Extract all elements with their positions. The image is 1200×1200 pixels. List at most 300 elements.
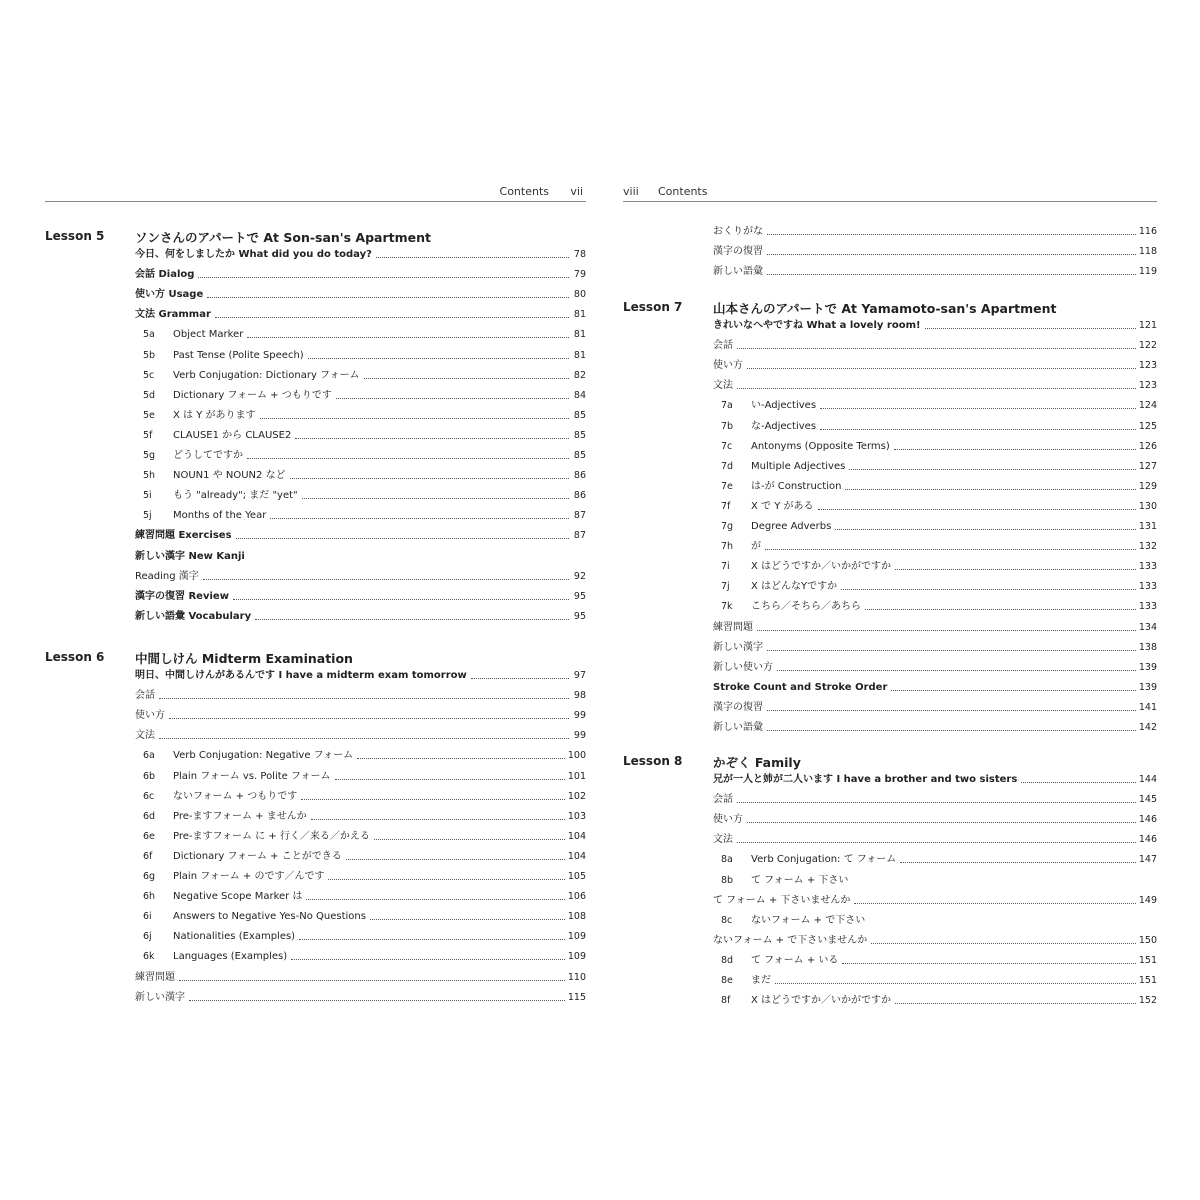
entry-title: Months of the Year <box>173 510 267 522</box>
leader-dots <box>767 234 1136 235</box>
entry-code: 6k <box>143 951 155 963</box>
entry-title: こちら／そちら／あちら <box>751 601 861 613</box>
toc-entry[interactable] <box>135 506 586 522</box>
entry-page-number: 142 <box>1138 722 1157 733</box>
entry-title: Pre-ますフォーム + ませんか <box>173 810 307 822</box>
entry-code: 6d <box>143 810 156 822</box>
entry-page-number: 133 <box>1138 561 1157 573</box>
entry-page-number: 86 <box>573 470 586 482</box>
entry-page-number: 139 <box>1138 661 1157 673</box>
entry-title: 文法 <box>135 730 155 742</box>
entry-page-number: 100 <box>567 750 586 762</box>
leader-dots <box>767 650 1136 651</box>
toc-entry[interactable] <box>135 265 586 281</box>
toc-entry[interactable] <box>713 262 1157 278</box>
toc-entry[interactable] <box>135 547 586 563</box>
toc-entry[interactable] <box>135 245 586 261</box>
toc-entry[interactable] <box>713 658 1157 674</box>
entry-title: Verb Conjugation: て フォーム <box>751 854 897 866</box>
entry-page-number: 118 <box>1138 246 1157 258</box>
entry-code: 5j <box>143 510 152 522</box>
entry-title: X で Y がある <box>751 500 814 512</box>
leader-dots <box>747 822 1136 823</box>
entry-page-number: 101 <box>567 770 586 782</box>
toc-entry[interactable] <box>135 968 586 984</box>
entry-code: 6f <box>143 850 153 862</box>
toc-entry[interactable] <box>135 767 586 783</box>
entry-code: 5a <box>143 329 155 341</box>
leader-dots <box>376 257 569 258</box>
entry-title: Nationalities (Examples) <box>173 931 296 943</box>
lesson-label: Lesson 7 <box>623 300 683 314</box>
lesson-label: Lesson 5 <box>45 229 105 243</box>
entry-code: 5e <box>143 409 155 421</box>
entry-title: 明日、中間しけんがあるんです I have a midterm exam tomorrow <box>135 670 467 681</box>
left-page <box>45 0 586 1200</box>
leader-dots <box>301 799 565 800</box>
entry-title: て フォーム + いる <box>751 954 839 966</box>
entry-page-number: 133 <box>1138 601 1157 613</box>
entry-page-number: 87 <box>573 530 586 542</box>
lesson-title: 中間しけん Midterm Examination <box>135 651 353 666</box>
entry-title: 新しい語彙 <box>713 722 763 733</box>
toc-entry[interactable] <box>135 526 586 542</box>
entry-title: Past Tense (Polite Speech) <box>173 349 304 361</box>
toc-entry[interactable] <box>713 790 1157 806</box>
toc-entry[interactable] <box>135 907 586 923</box>
entry-title: Plain フォーム + のです／んです <box>173 871 325 882</box>
leader-dots <box>1021 782 1136 783</box>
entry-title: もう "already"; まだ "yet" <box>173 490 298 502</box>
leader-dots <box>737 842 1136 843</box>
entry-title: 練習問題 Exercises <box>135 530 232 542</box>
leader-dots <box>895 1003 1136 1004</box>
entry-title: て フォーム + 下さい <box>751 874 849 886</box>
page-header <box>45 183 586 202</box>
entry-title: NOUN1 や NOUN2 など <box>173 470 286 482</box>
entry-title: 漢字の復習 <box>713 701 763 713</box>
leader-dots <box>737 388 1136 389</box>
entry-code: 5g <box>143 450 156 461</box>
leader-dots <box>364 378 569 379</box>
entry-title: まだ <box>751 975 771 986</box>
leader-dots <box>236 538 569 539</box>
leader-dots <box>207 297 569 298</box>
leader-dots <box>849 469 1136 470</box>
toc-entry[interactable] <box>713 336 1157 352</box>
entry-code: 6b <box>143 770 156 782</box>
leader-dots <box>260 418 570 419</box>
leader-dots <box>346 859 565 860</box>
toc-entry[interactable] <box>135 867 586 883</box>
lesson-title: 山本さんのアパートで At Yamamoto-san's Apartment <box>713 301 1057 316</box>
entry-page-number: 78 <box>573 249 586 260</box>
leader-dots <box>336 398 569 399</box>
toc-entry[interactable] <box>135 807 586 823</box>
entry-page-number: 147 <box>1138 854 1157 866</box>
entry-title: CLAUSE1 から CLAUSE2 <box>173 429 292 441</box>
leader-dots <box>169 718 569 719</box>
entry-title: 使い方 <box>135 710 165 722</box>
toc-entry[interactable] <box>713 437 1157 453</box>
entry-page-number: 145 <box>1138 794 1157 806</box>
entry-title: 漢字の復習 Review <box>135 590 229 602</box>
leader-dots <box>290 478 569 479</box>
leader-dots <box>835 529 1136 530</box>
leader-dots <box>767 274 1136 275</box>
leader-dots <box>179 980 565 981</box>
entry-title: 会話 <box>713 794 733 806</box>
entry-page-number: 97 <box>573 670 586 681</box>
lesson-title: ソンさんのアパートで At Son-san's Apartment <box>135 230 431 245</box>
entry-title: 使い方 <box>713 814 743 826</box>
leader-dots <box>159 738 569 739</box>
toc-entry[interactable] <box>135 827 586 843</box>
toc-entry[interactable] <box>135 486 586 502</box>
toc-entry[interactable] <box>713 222 1157 238</box>
toc-entry[interactable] <box>135 787 586 803</box>
leader-dots <box>845 489 1135 490</box>
entry-code: 6a <box>143 750 155 762</box>
entry-title: おくりがな <box>713 226 763 237</box>
toc-entry[interactable] <box>713 477 1157 493</box>
toc-entry[interactable] <box>713 597 1157 613</box>
entry-page-number: 106 <box>567 891 586 903</box>
leader-dots <box>818 509 1136 510</box>
entry-code: 7j <box>721 581 730 593</box>
leader-dots <box>295 438 569 439</box>
toc-entry[interactable] <box>713 891 1157 907</box>
entry-page-number: 110 <box>567 971 586 983</box>
entry-code: 8e <box>721 975 733 986</box>
entry-code: 5b <box>143 349 156 361</box>
leader-dots <box>302 498 569 499</box>
entry-page-number: 99 <box>573 710 586 722</box>
entry-page-number: 131 <box>1138 521 1157 532</box>
entry-code: 5h <box>143 470 156 482</box>
entry-title: 新しい語彙 <box>713 266 763 278</box>
toc-entry[interactable] <box>713 678 1157 694</box>
entry-title: 使い方 <box>713 360 743 372</box>
toc-entry[interactable] <box>713 376 1157 392</box>
entry-page-number: 122 <box>1138 340 1157 352</box>
toc-entry[interactable] <box>713 810 1157 826</box>
entry-title: 文法 Grammar <box>135 309 211 321</box>
leader-dots <box>306 899 564 900</box>
entry-page-number: 108 <box>567 911 586 923</box>
toc-entry[interactable] <box>713 850 1157 866</box>
toc-entry[interactable] <box>135 706 586 722</box>
entry-page-number: 146 <box>1138 834 1157 846</box>
entry-title: 漢字の復習 <box>713 246 763 258</box>
entry-code: 5d <box>143 389 156 401</box>
toc-entry[interactable] <box>713 698 1157 714</box>
leader-dots <box>767 710 1136 711</box>
leader-dots <box>370 919 565 920</box>
leader-dots <box>891 690 1135 691</box>
toc-entry[interactable] <box>135 366 586 382</box>
entry-page-number: 129 <box>1138 480 1157 492</box>
entry-page-number: 85 <box>573 409 586 421</box>
toc-entry[interactable] <box>135 325 586 341</box>
toc-entry[interactable] <box>135 587 586 603</box>
entry-code: 8d <box>721 954 734 966</box>
entry-code: 7c <box>721 440 733 452</box>
entry-title: 練習問題 <box>713 621 753 633</box>
toc-entry[interactable] <box>713 457 1157 473</box>
toc-entry[interactable] <box>713 971 1157 987</box>
leader-dots <box>820 429 1136 430</box>
lesson-title: かぞく Family <box>713 755 801 770</box>
entry-title: 使い方 Usage <box>135 289 204 301</box>
entry-page-number: 98 <box>573 690 586 702</box>
entry-page-number: 123 <box>1138 360 1157 372</box>
entry-title: 練習問題 <box>135 971 175 983</box>
header-title: Contents <box>658 185 708 198</box>
entry-code: 7d <box>721 460 734 472</box>
entry-page-number: 121 <box>1138 320 1157 331</box>
entry-title: は-が Construction <box>751 480 842 492</box>
toc-entry[interactable] <box>135 346 586 362</box>
leader-dots <box>308 358 569 359</box>
toc-entry[interactable] <box>713 951 1157 967</box>
entry-code: 5f <box>143 429 153 441</box>
toc-entry[interactable] <box>135 887 586 903</box>
toc-entry[interactable] <box>135 726 586 742</box>
leader-dots <box>775 983 1136 984</box>
entry-page-number: 151 <box>1138 954 1157 966</box>
entry-code: 8b <box>721 874 734 886</box>
entry-page-number: 126 <box>1138 440 1157 452</box>
lesson-label: Lesson 6 <box>45 650 105 664</box>
leader-dots <box>471 678 569 679</box>
toc-entry[interactable] <box>713 931 1157 947</box>
entry-code: 7b <box>721 420 734 432</box>
toc-entry[interactable] <box>713 830 1157 846</box>
entry-page-number: 95 <box>573 610 586 622</box>
entry-page-number: 146 <box>1138 814 1157 826</box>
leader-dots <box>765 549 1136 550</box>
entry-page-number: 138 <box>1138 641 1157 653</box>
entry-title: 会話 <box>135 690 155 702</box>
entry-page-number: 151 <box>1138 975 1157 986</box>
entry-title: X は Y があります <box>173 409 256 421</box>
entry-code: 6e <box>143 830 155 842</box>
toc-entry[interactable] <box>135 466 586 482</box>
entry-code: 6g <box>143 871 156 882</box>
leader-dots <box>299 939 565 940</box>
entry-title: Stroke Count and Stroke Order <box>713 681 888 693</box>
toc-entry[interactable] <box>713 911 1157 927</box>
toc-entry[interactable] <box>135 305 586 321</box>
toc-entry[interactable] <box>135 607 586 623</box>
entry-title: 会話 <box>713 340 733 352</box>
entry-title: Pre-ますフォーム に + 行く／来る／かえる <box>173 830 370 842</box>
header-page-number: vii <box>570 185 583 198</box>
leader-dots <box>820 408 1136 409</box>
entry-title: 兄が一人と姉が二人います I have a brother and two sisters <box>713 774 1018 785</box>
leader-dots <box>247 337 569 338</box>
entry-code: 5i <box>143 490 152 502</box>
entry-page-number: 99 <box>573 730 586 742</box>
leader-dots <box>865 609 1136 610</box>
entry-page-number: 125 <box>1138 420 1157 432</box>
entry-title: Antonyms (Opposite Terms) <box>751 440 890 452</box>
lesson-label: Lesson 8 <box>623 754 683 768</box>
toc-entry[interactable] <box>713 557 1157 573</box>
entry-code: 7f <box>721 500 731 512</box>
entry-page-number: 105 <box>567 871 586 882</box>
entry-title: 新しい語彙 Vocabulary <box>135 610 252 622</box>
entry-page-number: 134 <box>1138 621 1157 633</box>
entry-page-number: 81 <box>573 309 586 321</box>
toc-entry[interactable] <box>713 718 1157 734</box>
entry-title: が <box>751 541 761 553</box>
entry-title: Object Marker <box>173 329 244 341</box>
leader-dots <box>900 862 1136 863</box>
entry-code: 7g <box>721 521 734 532</box>
entry-page-number: 109 <box>567 951 586 963</box>
leader-dots <box>737 802 1136 803</box>
toc-entry[interactable] <box>713 356 1157 372</box>
leader-dots <box>198 277 569 278</box>
entry-code: 7e <box>721 480 733 492</box>
entry-title: 文法 <box>713 834 733 846</box>
entry-page-number: 81 <box>573 329 586 341</box>
toc-entry[interactable] <box>135 746 586 762</box>
entry-page-number: 85 <box>573 429 586 441</box>
toc-entry[interactable] <box>135 927 586 943</box>
entry-page-number: 87 <box>573 510 586 522</box>
toc-entry[interactable] <box>135 426 586 442</box>
entry-page-number: 102 <box>567 790 586 802</box>
entry-title: ないフォーム + で下さい <box>751 914 866 926</box>
leader-dots <box>747 368 1136 369</box>
entry-title: Languages (Examples) <box>173 951 288 963</box>
leader-dots <box>925 328 1136 329</box>
entry-code: 8f <box>721 995 731 1007</box>
leader-dots <box>767 730 1136 731</box>
entry-title: ないフォーム + で下さいませんか <box>713 934 868 946</box>
page-header <box>623 183 1157 202</box>
entry-title: どうしてですか <box>173 450 243 461</box>
entry-code: 7k <box>721 601 733 613</box>
leader-dots <box>335 779 565 780</box>
entry-page-number: 144 <box>1138 774 1157 785</box>
entry-title: Degree Adverbs <box>751 521 832 532</box>
toc-entry[interactable] <box>713 638 1157 654</box>
toc-entry[interactable] <box>713 991 1157 1007</box>
entry-page-number: 86 <box>573 490 586 502</box>
entry-page-number: 82 <box>573 369 586 381</box>
entry-code: 7h <box>721 541 734 553</box>
toc-entry[interactable] <box>713 618 1157 634</box>
toc-entry[interactable] <box>713 770 1157 786</box>
leader-dots <box>767 254 1136 255</box>
toc-entry[interactable] <box>135 406 586 422</box>
entry-page-number: 139 <box>1138 681 1157 693</box>
entry-code: 6c <box>143 790 155 802</box>
toc-entry[interactable] <box>135 847 586 863</box>
entry-title: 新しい使い方 <box>713 661 773 673</box>
entry-title: 新しい漢字 New Kanji <box>135 550 245 562</box>
entry-title: Dictionary フォーム + ことができる <box>173 850 342 862</box>
leader-dots <box>291 959 565 960</box>
entry-page-number: 124 <box>1138 400 1157 412</box>
entry-title: 新しい漢字 <box>713 641 763 653</box>
entry-title: 文法 <box>713 380 733 392</box>
toc-entry[interactable] <box>135 686 586 702</box>
leader-dots <box>328 879 564 880</box>
toc-entry[interactable] <box>713 537 1157 553</box>
entry-page-number: 80 <box>573 289 586 301</box>
leader-dots <box>841 589 1136 590</box>
entry-code: 6h <box>143 891 156 903</box>
leader-dots <box>871 943 1136 944</box>
entry-page-number: 127 <box>1138 460 1157 472</box>
entry-code: 5c <box>143 369 155 381</box>
entry-page-number: 130 <box>1138 500 1157 512</box>
leader-dots <box>233 599 569 600</box>
entry-page-number: 95 <box>573 590 586 602</box>
entry-code: 8a <box>721 854 733 866</box>
entry-page-number: 92 <box>573 570 586 582</box>
toc-entry[interactable] <box>135 947 586 963</box>
entry-page-number: 104 <box>567 830 586 842</box>
toc-entry[interactable] <box>135 446 586 462</box>
entry-code: 8c <box>721 914 733 926</box>
entry-page-number: 115 <box>567 991 586 1003</box>
leader-dots <box>737 348 1136 349</box>
entry-title: て フォーム + 下さいませんか <box>713 894 851 906</box>
right-page <box>623 0 1157 1200</box>
toc-entry[interactable] <box>713 396 1157 412</box>
entry-code: 6i <box>143 911 152 923</box>
toc-entry[interactable] <box>713 417 1157 433</box>
toc-entry[interactable] <box>713 242 1157 258</box>
toc-entry[interactable] <box>135 988 586 1004</box>
leader-dots <box>854 903 1135 904</box>
entry-page-number: 79 <box>573 269 586 281</box>
toc-entry[interactable] <box>135 285 586 301</box>
toc-entry[interactable] <box>713 871 1157 887</box>
entry-title: きれいなへやですね What a lovely room! <box>713 320 921 331</box>
entry-title: な-Adjectives <box>751 420 817 432</box>
header-title: Contents <box>499 185 549 198</box>
entry-title: Dictionary フォーム + つもりです <box>173 389 332 401</box>
entry-title: X はどうですか／いかがですか <box>751 995 892 1007</box>
toc-entry[interactable] <box>713 316 1157 332</box>
entry-code: 6j <box>143 931 152 943</box>
toc-entry[interactable] <box>713 517 1157 533</box>
entry-page-number: 103 <box>567 810 586 822</box>
entry-page-number: 149 <box>1138 894 1157 906</box>
leader-dots <box>842 963 1135 964</box>
toc-entry[interactable] <box>135 567 586 583</box>
toc-entry[interactable] <box>713 577 1157 593</box>
toc-entry[interactable] <box>135 386 586 402</box>
leader-dots <box>247 458 569 459</box>
entry-title: Verb Conjugation: Negative フォーム <box>173 750 354 762</box>
entry-page-number: 150 <box>1138 934 1157 946</box>
entry-title: X はどんなYですか <box>751 581 838 593</box>
entry-title: 会話 Dialog <box>135 269 195 281</box>
entry-title: Answers to Negative Yes-No Questions <box>173 911 366 923</box>
toc-entry[interactable] <box>135 666 586 682</box>
toc-entry[interactable] <box>713 497 1157 513</box>
entry-title: 今日、何をしましたか What did you do today? <box>135 249 372 260</box>
entry-title: X はどうですか／いかがですか <box>751 561 892 573</box>
